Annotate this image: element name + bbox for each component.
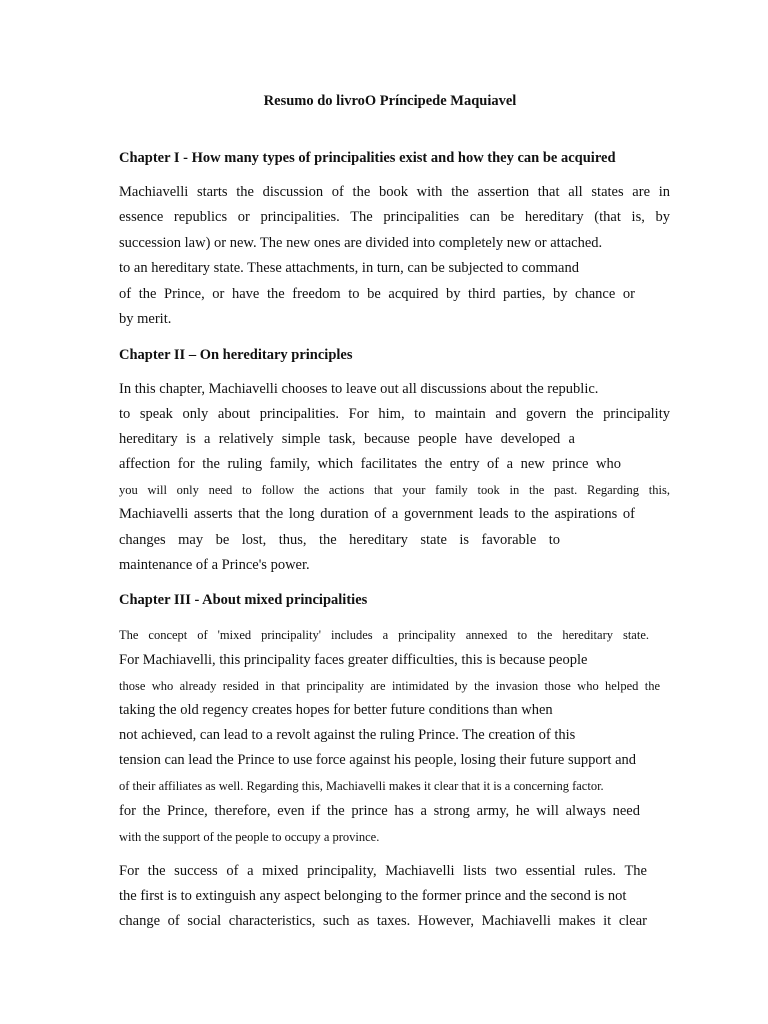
paragraph-line: maintenance of a Prince's power. <box>119 557 310 573</box>
paragraph-line: of the Prince, or have the freedom to be acquired by third parties, by chance or <box>119 286 635 302</box>
paragraph-line: with the support of the people to occupy a province. <box>119 830 380 844</box>
paragraph-line: For Machiavelli, this principality faces greater difficulties, this is because people <box>119 652 588 668</box>
chapter-1-heading: Chapter I - How many types of principalities exist and how they can be acquired <box>119 150 616 166</box>
paragraph-line: tension can lead the Prince to use force against his people, losing their future support and <box>119 752 637 768</box>
paragraph-line: affection for the ruling family, which facilitates the entry of a new prince who <box>119 456 621 472</box>
paragraph-line: Machiavelli starts the discussion of the book with the assertion that all states are in <box>119 184 670 200</box>
paragraph-line: The concept of 'mixed principality' includes a principality annexed to the hereditary state. <box>119 628 649 642</box>
document-title: Resumo do livroO Príncipede Maquiavel <box>263 93 517 109</box>
paragraph-line: succession law) or new. The new ones are divided into completely new or attached. <box>119 235 603 251</box>
paragraph-line: not achieved, can lead to a revolt against the ruling Prince. The creation of this <box>119 727 576 743</box>
paragraph-line: of their affiliates as well. Regarding this, Machiavelli makes it clear that it is a concerning factor. <box>119 779 604 793</box>
paragraph-line: taking the old regency creates hopes for better future conditions than when <box>119 702 553 718</box>
paragraph-line: those who already resided in that principality are intimidated by the invasion those who helped the <box>119 679 660 693</box>
paragraph-line: by merit. <box>119 311 172 327</box>
paragraph-line: the first is to extinguish any aspect belonging to the former prince and the second is not <box>119 888 627 904</box>
paragraph-line: to an hereditary state. These attachments, in turn, can be subjected to command <box>119 260 579 276</box>
paragraph-line: you will only need to follow the actions that your family took in the past. Regarding this, <box>119 483 670 497</box>
paragraph-line: for the Prince, therefore, even if the prince has a strong army, he will always need <box>119 803 640 819</box>
paragraph-line: change of social characteristics, such as taxes. However, Machiavelli makes it clear <box>119 913 647 929</box>
chapter-2-heading: Chapter II – On hereditary principles <box>119 347 353 363</box>
paragraph-line: changes may be lost, thus, the hereditary state is favorable to <box>119 532 560 548</box>
paragraph-line: essence republics or principalities. The principalities can be hereditary (that is, by <box>119 209 670 225</box>
paragraph-line: Machiavelli asserts that the long duration of a government leads to the aspirations of <box>119 506 635 522</box>
chapter-3-heading: Chapter III - About mixed principalities <box>119 592 368 608</box>
paragraph-line: In this chapter, Machiavelli chooses to leave out all discussions about the republic. <box>119 381 599 397</box>
paragraph-line: For the success of a mixed principality, Machiavelli lists two essential rules. The <box>119 863 647 879</box>
paragraph-line: hereditary is a relatively simple task, because people have developed a <box>119 431 575 447</box>
paragraph-line: to speak only about principalities. For him, to maintain and govern the principality <box>119 406 670 422</box>
